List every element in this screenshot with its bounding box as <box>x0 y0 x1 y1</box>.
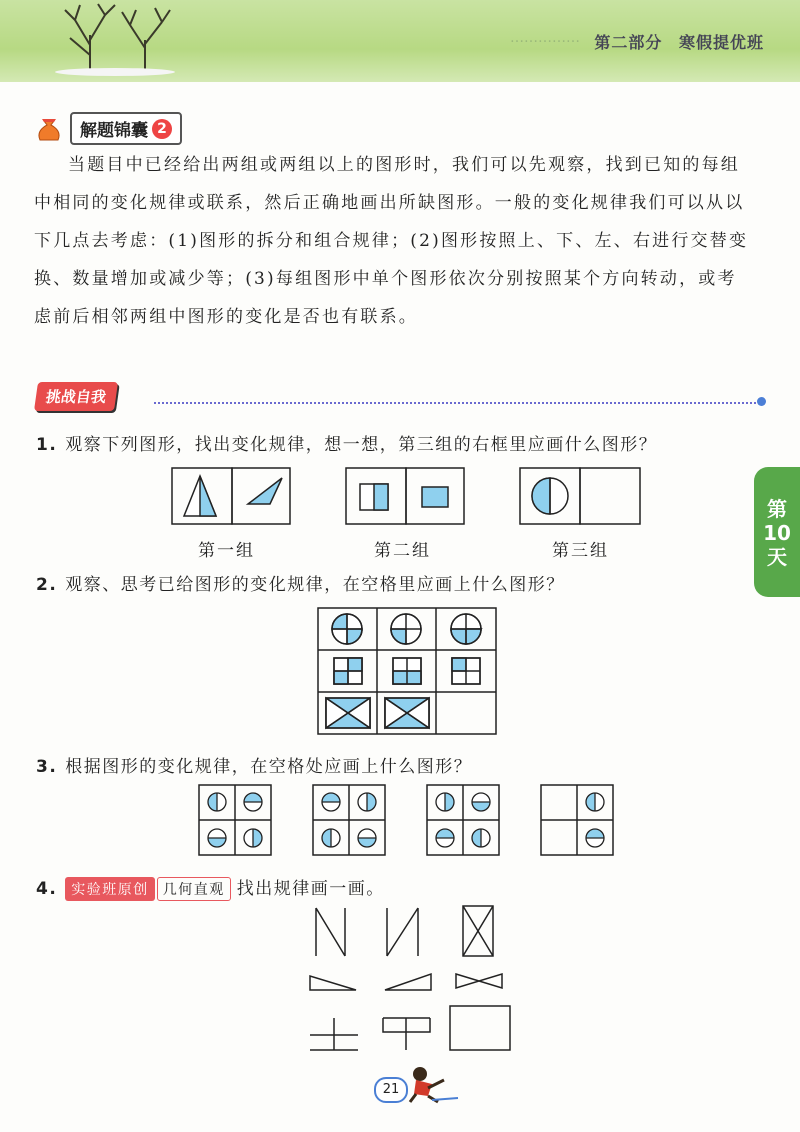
q4-r3-shape2 <box>383 1018 430 1050</box>
tag-geometry: 几何直观 <box>157 877 231 901</box>
q4-r2-shape3 <box>456 974 502 988</box>
question-2-text: 观察、思考已给图形的变化规律，在空格里应画上什么图形？ <box>65 575 565 595</box>
question-1-text: 观察下列图形，找出变化规律，想一想，第三组的右框里应画什么图形？ <box>65 435 658 455</box>
q4-r1-shape1 <box>316 908 345 956</box>
tag-original: 实验班原创 <box>65 877 155 901</box>
q1-caption-1: 第一组 <box>198 541 255 561</box>
mascot-illustration <box>402 1064 462 1104</box>
side-tab-line3: 天 <box>767 545 787 569</box>
q4-r3-shape1 <box>310 1018 358 1050</box>
header-course: 寒假提优班 <box>678 33 764 52</box>
question-3-number: 3. <box>36 757 58 777</box>
question-1-number: 1. <box>36 435 58 455</box>
challenge-badge: 挑战自我 <box>34 382 118 411</box>
question-3-text: 根据图形的变化规律，在空格处应画上什么图形？ <box>65 757 473 777</box>
page-number: 21 <box>374 1077 408 1103</box>
question-4-text: 找出规律画一画。 <box>236 879 385 899</box>
q4-r1-shape2 <box>387 908 418 956</box>
tip-paragraph: 当题目中已经给出两组或两组以上的图形时，我们可以先观察，找到已知的每组中相同的变化规律或联系，然后正确地画出所缺图形。一般的变化规律我们可以从以下几点去考虑：(1)图形的拆分和组合规律；(2)图形按照上、下、左、右进行交替变换、数量增加或减少等；(3)每组图形中单个图形依次分别按照某个方向转动，或考虑前后相邻两组中图形的变化是否也有联系。 <box>34 155 749 327</box>
side-tab-line1: 第 <box>767 497 787 521</box>
q1-caption-2: 第二组 <box>374 541 431 561</box>
q1-caption-3: 第三组 <box>552 541 609 561</box>
tip-title-text: 解题锦囊 <box>80 121 148 141</box>
q4-r1-shape3 <box>463 906 493 956</box>
question-2-number: 2. <box>36 575 58 595</box>
tip-number: 2 <box>152 119 172 139</box>
q4-r2-shape1 <box>310 976 356 990</box>
question-4-number: 4. <box>36 879 58 899</box>
side-tab-line2: 10 <box>763 521 791 545</box>
header-part: 第二部分 <box>594 33 663 52</box>
q4-r3-answer-box <box>450 1006 510 1050</box>
header-faded-text: …………… <box>510 30 580 46</box>
q4-r2-shape2 <box>385 974 431 990</box>
